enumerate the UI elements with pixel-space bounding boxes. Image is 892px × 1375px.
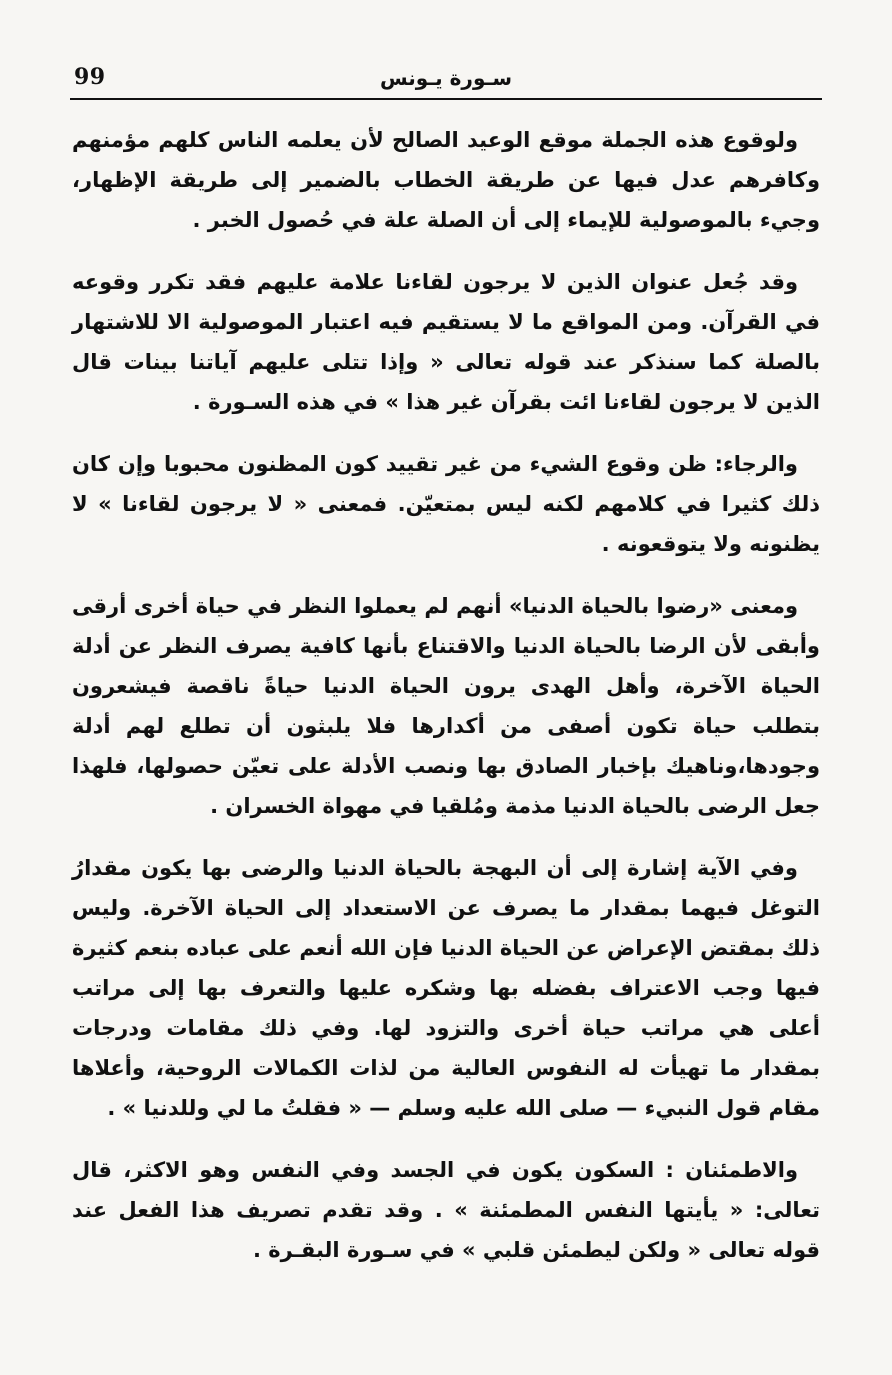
paragraph-2: وقد جُعل عنوان الذين لا يرجون لقاءنا علامة عليهم فقد تكرر وقوعه في القرآن. ومن المواقع ما لا يستقيم فيه اعتبار الموصولية الا للاشتهار بالصلة كما سنذكر عند قوله تعالى « وإذا تتلى عليهم آياتنا بينات قال الذين لا يرجون لقاءنا ائت بقرآن غير هذا » في هذه السـورة .	[72, 270, 820, 414]
paragraph-1: ولوقوع هذه الجملة موقع الوعيد الصالح لأن يعلمه الناس كلهم مؤمنهم وكافرهم عدل فيها عن طريقة الخطاب بالضمير إلى طريقة الإظهار، وجيء بالموصولية للإيماء إلى أن الصلة علة في حُصول الخبر .	[72, 128, 820, 232]
paragraph-3: والرجاء: ظن وقوع الشيء من غير تقييد كون المظنون محبوبا وإن كان ذلك كثيرا في كلامهم لكنه ليس بمتعيّن. فمعنى « لا يرجون لقاءنا » لا يظنونه ولا يتوقعونه .	[72, 452, 820, 556]
paragraph-5: وفي الآية إشارة إلى أن البهجة بالحياة الدنيا والرضى بها يكون مقدارُ التوغل فيهما بمقدار ما يصرف عن الاستعداد إلى الحياة الآخرة. وليس ذلك بمقتض الإعراض عن الحياة الدنيا فإن الله أنعم على عباده بنعم كثيرة فيها وجب الاعتراف بفضله بها وشكره عليها والتعرف بها إلى مراتب أعلى هي مراتب حياة أخرى والتزود لها. وفي ذلك مقامات ودرجات بمقدار ما تهيأت له النفوس العالية من لذات الكمالات الروحية، وأعلاها مقام قول النبيء — صلى الله عليه وسلم — « فقلتُ ما لي وللدنيا » .	[72, 856, 820, 1120]
page-number: 99	[74, 64, 106, 90]
header-rule	[70, 98, 822, 100]
page-header	[70, 62, 822, 100]
paragraph-4: ومعنى «رضوا بالحياة الدنيا» أنهم لم يعملوا النظر في حياة أخرى أرقى وأبقى لأن الرضا بالحياة الدنيا والاقتناع بأنها كافية يصرف النظر عن أدلة الحياة الآخرة، وأهل الهدى يرون الحياة الدنيا حياةً ناقصة فيشعرون بتطلب حياة تكون أصفى من أكدارها فلا يلبثون أن تطلع لهم أدلة وجودها،وناهيك بإخبار الصادق بها ونصب الأدلة على تعيّن حصولها، فلهذا جعل الرضى بالحياة الدنيا مذمة ومُلقيا في مهواة الخسران .	[72, 594, 820, 818]
body-text	[72, 120, 820, 1292]
paragraph-6: والاطمئنان : السكون يكون في الجسد وفي النفس وهو الاكثر، قال تعالى: « يأيتها النفس المطمئنة » . وقد تقدم تصريف هذا الفعل عند قوله تعالى « ولكن ليطمئن قلبي » في سـورة البقـرة .	[72, 1158, 820, 1262]
running-title: سـورة يـونس	[380, 66, 512, 90]
